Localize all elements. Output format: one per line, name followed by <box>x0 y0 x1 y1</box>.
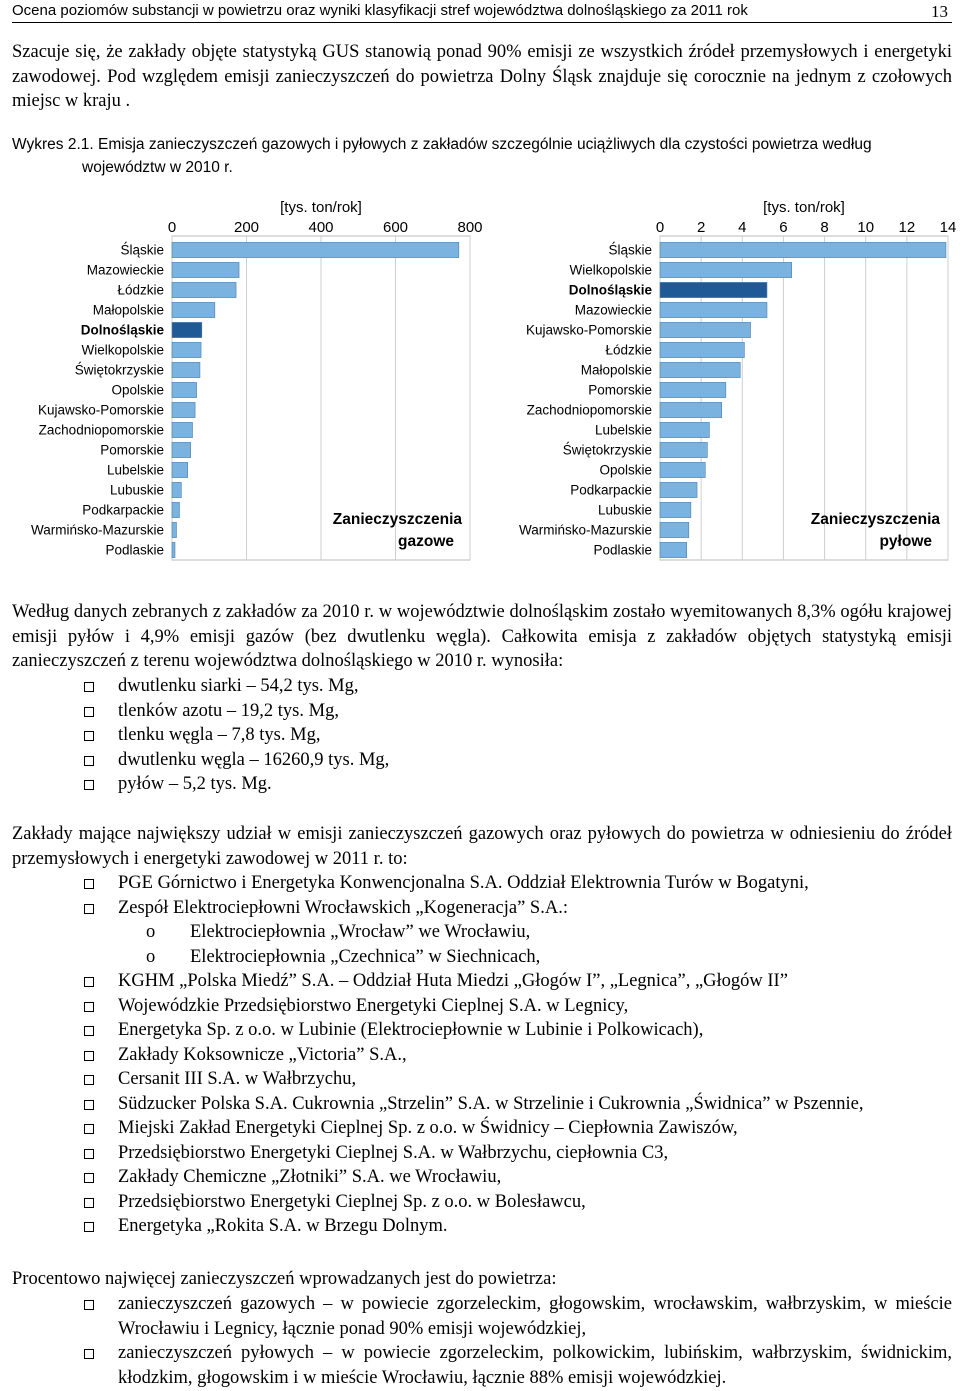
sub-list-item-text: Elektrociepłownia „Wrocław” we Wrocławiu, <box>190 922 531 942</box>
list-item-text: KGHM „Polska Miedź” S.A. – Oddział Huta Miedzi „Głogów I”, „Legnica”, „Głogów II” <box>118 971 788 991</box>
list-item <box>12 1043 952 1068</box>
category-label: Warmińsko-Mazurskie <box>30 522 164 538</box>
list-item <box>12 969 952 994</box>
checkbox-bullet-icon <box>84 1149 94 1159</box>
checkbox-bullet-icon <box>84 682 94 692</box>
checkbox-bullet-icon <box>84 1100 94 1110</box>
bar <box>172 342 201 357</box>
page-header <box>12 0 952 23</box>
category-label: Podkarpackie <box>570 482 652 498</box>
shares-intro-paragraph: Procentowo najwięcej zanieczyszczeń wprowadzanych jest do powietrza: <box>12 1269 557 1289</box>
category-label: Opolskie <box>599 462 652 478</box>
chart-annotation-line1: Zanieczyszczenia <box>810 511 940 528</box>
bar <box>660 502 691 517</box>
list-item <box>12 674 952 699</box>
list-item-text: Zakłady Koksownicze „Victoria” S.A., <box>118 1044 407 1065</box>
bar <box>660 242 946 257</box>
list-item-text: zanieczyszczeń gazowych – w powiecie zgorzeleckim, głogowskim, wrocławskim, wałbrzyskim, w mieście Wrocławiu i Legnicy, łącznie ponad 90% emisji wojewódzkiej, <box>118 1294 952 1339</box>
category-label: Zachodniopomorskie <box>526 402 652 418</box>
bar <box>660 482 697 497</box>
bar <box>172 242 459 257</box>
category-label: Świętokrzyskie <box>74 362 164 378</box>
bar <box>172 382 197 397</box>
bar <box>172 302 215 317</box>
plants-list <box>12 871 952 1239</box>
checkbox-bullet-icon <box>84 904 94 914</box>
checkbox-bullet-icon <box>84 1075 94 1085</box>
list-item <box>12 1018 952 1043</box>
category-label: Mazowieckie <box>86 262 164 278</box>
list-item-text: dwutlenku węgla – 16260,9 tys. Mg, <box>118 749 390 770</box>
bar <box>172 462 188 477</box>
tick-label: 2 <box>696 219 706 236</box>
bar <box>172 322 202 337</box>
checkbox-bullet-icon <box>84 1300 94 1310</box>
category-label: Dolnośląskie <box>568 282 652 298</box>
tick-label: 4 <box>738 219 747 236</box>
category-label: Małopolskie <box>92 302 164 318</box>
list-item-text: Zespół Elektrociepłowni Wrocławskich „Kogeneracja” S.A.: <box>118 897 568 918</box>
list-item-text: tlenków azotu – 19,2 tys. Mg, <box>118 700 339 721</box>
list-item-text: Przedsiębiorstwo Energetyki Cieplnej S.A. w Wałbrzychu, ciepłownia C3, <box>118 1142 669 1163</box>
category-label: Świętokrzyskie <box>562 442 652 458</box>
category-label: Lubelskie <box>106 462 164 478</box>
list-item-text: Przedsiębiorstwo Energetyki Cieplnej Sp. z o.o. w Bolesławcu, <box>118 1191 586 1212</box>
category-label: Łódzkie <box>605 342 652 358</box>
checkbox-bullet-icon <box>84 780 94 790</box>
tick-label: 800 <box>457 219 483 236</box>
sub-list-item <box>12 945 952 970</box>
list-item <box>12 1341 952 1390</box>
list-item <box>12 1190 952 1215</box>
category-label: Podkarpackie <box>82 502 164 518</box>
bar <box>660 342 744 357</box>
plants-intro-paragraph: Zakłady mające największy udział w emisji zanieczyszczeń gazowych oraz pyłowych do powietrza w odniesieniu do źródeł przemysłowych i energetyki zawodowej w 2011 r. to: <box>12 824 952 869</box>
category-label: Kujawsko-Pomorskie <box>37 402 164 418</box>
intro-paragraph: Szacuje się, że zakłady objęte statystyką GUS stanowią ponad 90% emisji ze wszystkich źródeł przemysłowych i energetyki zawodowej. Pod względem emisji zanieczyszczeń do powietrza Dolny Śląsk znajduje się corocznie na jednym z czołowych miejsc w kraju . <box>12 42 952 111</box>
bar <box>172 522 176 537</box>
list-item <box>12 772 952 797</box>
bar <box>660 262 792 277</box>
list-item <box>12 896 952 921</box>
category-label: Dolnośląskie <box>80 322 164 338</box>
shares-list <box>12 1292 952 1390</box>
bar <box>660 442 707 457</box>
checkbox-bullet-icon <box>84 1051 94 1061</box>
bar <box>172 422 192 437</box>
list-item <box>12 699 952 724</box>
category-label: Mazowieckie <box>574 302 652 318</box>
checkbox-bullet-icon <box>84 1173 94 1183</box>
bar <box>660 542 687 557</box>
category-label: Pomorskie <box>100 442 164 458</box>
tick-label: 10 <box>857 219 875 236</box>
category-label: Śląskie <box>608 242 652 258</box>
checkbox-bullet-icon <box>84 731 94 741</box>
bar <box>172 282 236 297</box>
sub-list-item-text: Elektrociepłownia „Czechnica” w Siechnicach, <box>190 946 541 967</box>
chart-annotation-line2: pyłowe <box>879 533 932 550</box>
page-number: 13 <box>931 2 948 21</box>
bar <box>660 462 705 477</box>
tick-label: 6 <box>779 219 788 236</box>
bar <box>660 402 722 417</box>
list-item <box>12 1092 952 1117</box>
category-label: Lubuskie <box>597 502 652 518</box>
category-label: Lubelskie <box>594 422 652 438</box>
list-item-text: Cersanit III S.A. w Wałbrzychu, <box>118 1069 357 1089</box>
bar <box>660 422 709 437</box>
checkbox-bullet-icon <box>84 879 94 889</box>
category-label: Pomorskie <box>588 382 652 398</box>
sub-bullet-marker: o <box>146 922 156 942</box>
emission-summary-paragraph: Według danych zebranych z zakładów za 2010 r. w województwie dolnośląskim zostało wyemitowanych 8,3% ogółu krajowej emisji pyłów i 4,9% emisji gazów (bez dwutlenku węgla). Całkowita emisja z zakładów objętych statystyką emisji zanieczyszczeń z terenu województwa dolnośląskiego w 2010 r. wynosiła: <box>12 602 952 671</box>
chart-annotation-line2: gazowe <box>398 533 454 550</box>
sub-bullet-marker: o <box>146 946 156 967</box>
chart-gaseous-svg <box>12 192 483 570</box>
category-label: Podlaskie <box>593 542 652 558</box>
bar <box>172 262 239 277</box>
checkbox-bullet-icon <box>84 977 94 987</box>
list-item-text: PGE Górnictwo i Energetyka Konwencjonalna S.A. Oddział Elektrownia Turów w Bogatyni, <box>118 873 809 893</box>
list-item-text: Energetyka „Rokita S.A. w Brzegu Dolnym. <box>118 1216 448 1236</box>
category-label: Wielkopolskie <box>569 262 652 278</box>
figure-caption-line1: Emisja zanieczyszczeń gazowych i pyłowych z zakładów szczególnie uciążliwych dla czystości powietrza według <box>98 136 872 153</box>
tick-label: 0 <box>167 219 177 236</box>
list-item-text: tlenku węgla – 7,8 tys. Mg, <box>118 725 321 745</box>
tick-label: 0 <box>655 219 665 236</box>
list-item <box>12 994 952 1019</box>
category-label: Wielkopolskie <box>81 342 164 358</box>
emission-list <box>12 674 952 797</box>
figure-label: Wykres 2.1. <box>12 136 94 153</box>
bar <box>172 502 179 517</box>
bar <box>172 542 175 557</box>
checkbox-bullet-icon <box>84 1349 94 1359</box>
list-item-text: Miejski Zakład Energetyki Cieplnej Sp. z o.o. w Świdnicy – Ciepłownia Zawiszów, <box>118 1118 738 1138</box>
list-item <box>12 1067 952 1092</box>
chart-dust <box>490 192 955 570</box>
tick-label: 12 <box>898 219 916 236</box>
list-item <box>12 723 952 748</box>
bar <box>172 362 200 377</box>
bar <box>660 302 767 317</box>
checkbox-bullet-icon <box>84 756 94 766</box>
category-label: Opolskie <box>111 382 164 398</box>
checkbox-bullet-icon <box>84 1026 94 1036</box>
tick-label: 8 <box>820 219 829 236</box>
bar <box>660 282 767 297</box>
category-label: Łódzkie <box>117 282 164 298</box>
list-item-text: dwutlenku siarki – 54,2 tys. Mg, <box>118 676 359 696</box>
list-item <box>12 1116 952 1141</box>
category-label: Lubuskie <box>109 482 164 498</box>
list-item <box>12 871 952 896</box>
unit-label: [tys. ton/rok] <box>280 199 362 216</box>
bar <box>172 402 195 417</box>
category-label: Kujawsko-Pomorskie <box>525 322 652 338</box>
bar <box>660 322 751 337</box>
list-item <box>12 748 952 773</box>
list-item-text: Energetyka Sp. z o.o. w Lubinie (Elektrociepłownie w Lubinie i Polkowicach), <box>118 1020 704 1040</box>
category-label: Warmińsko-Mazurskie <box>518 522 652 538</box>
list-item <box>12 1165 952 1190</box>
bar <box>172 482 181 497</box>
checkbox-bullet-icon <box>84 1222 94 1232</box>
tick-label: 400 <box>308 219 334 236</box>
list-item-text: Südzucker Polska S.A. Cukrownia „Strzelin” S.A. w Strzelinie i Cukrownia „Świdnica” w Pszennie, <box>118 1093 864 1114</box>
chart-dust-svg <box>490 192 955 570</box>
list-item <box>12 1141 952 1166</box>
tick-label: 14 <box>939 219 957 236</box>
bar <box>660 382 726 397</box>
category-label: Podlaskie <box>105 542 164 558</box>
chart-gaseous <box>12 192 483 570</box>
sub-list-item <box>12 920 952 945</box>
bar <box>660 362 740 377</box>
list-item-text: pyłów – 5,2 tys. Mg. <box>118 774 272 794</box>
list-item-text: Zakłady Chemiczne „Złotniki” S.A. we Wrocławiu, <box>118 1167 502 1187</box>
bar <box>660 522 689 537</box>
tick-label: 200 <box>233 219 260 236</box>
checkbox-bullet-icon <box>84 1002 94 1012</box>
figure-caption-line2: województw w 2010 r. <box>82 159 233 176</box>
checkbox-bullet-icon <box>84 1198 94 1208</box>
unit-label: [tys. ton/rok] <box>763 199 845 216</box>
tick-label: 600 <box>382 219 409 236</box>
category-label: Małopolskie <box>580 362 652 378</box>
header-title: Ocena poziomów substancji w powietrzu oraz wyniki klasyfikacji stref województwa dolnośląskiego za 2011 rok <box>12 2 748 19</box>
list-item-text: Wojewódzkie Przedsiębiorstwo Energetyki Cieplnej S.A. w Legnicy, <box>118 995 629 1016</box>
list-item <box>12 1214 952 1239</box>
checkbox-bullet-icon <box>84 707 94 717</box>
chart-annotation-line1: Zanieczyszczenia <box>332 511 462 528</box>
bar <box>172 442 191 457</box>
list-item <box>12 1292 952 1341</box>
list-item-text: zanieczyszczeń pyłowych – w powiecie zgorzeleckim, polkowickim, lubińskim, wałbrzyskim, świdnickim, kłodzkim, głogowskim i w mieście Wrocławiu, łącznie 88% emisji wojewódzkiej. <box>118 1343 952 1388</box>
category-label: Śląskie <box>120 242 164 258</box>
figure-caption <box>12 133 952 179</box>
checkbox-bullet-icon <box>84 1124 94 1134</box>
category-label: Zachodniopomorskie <box>38 422 164 438</box>
